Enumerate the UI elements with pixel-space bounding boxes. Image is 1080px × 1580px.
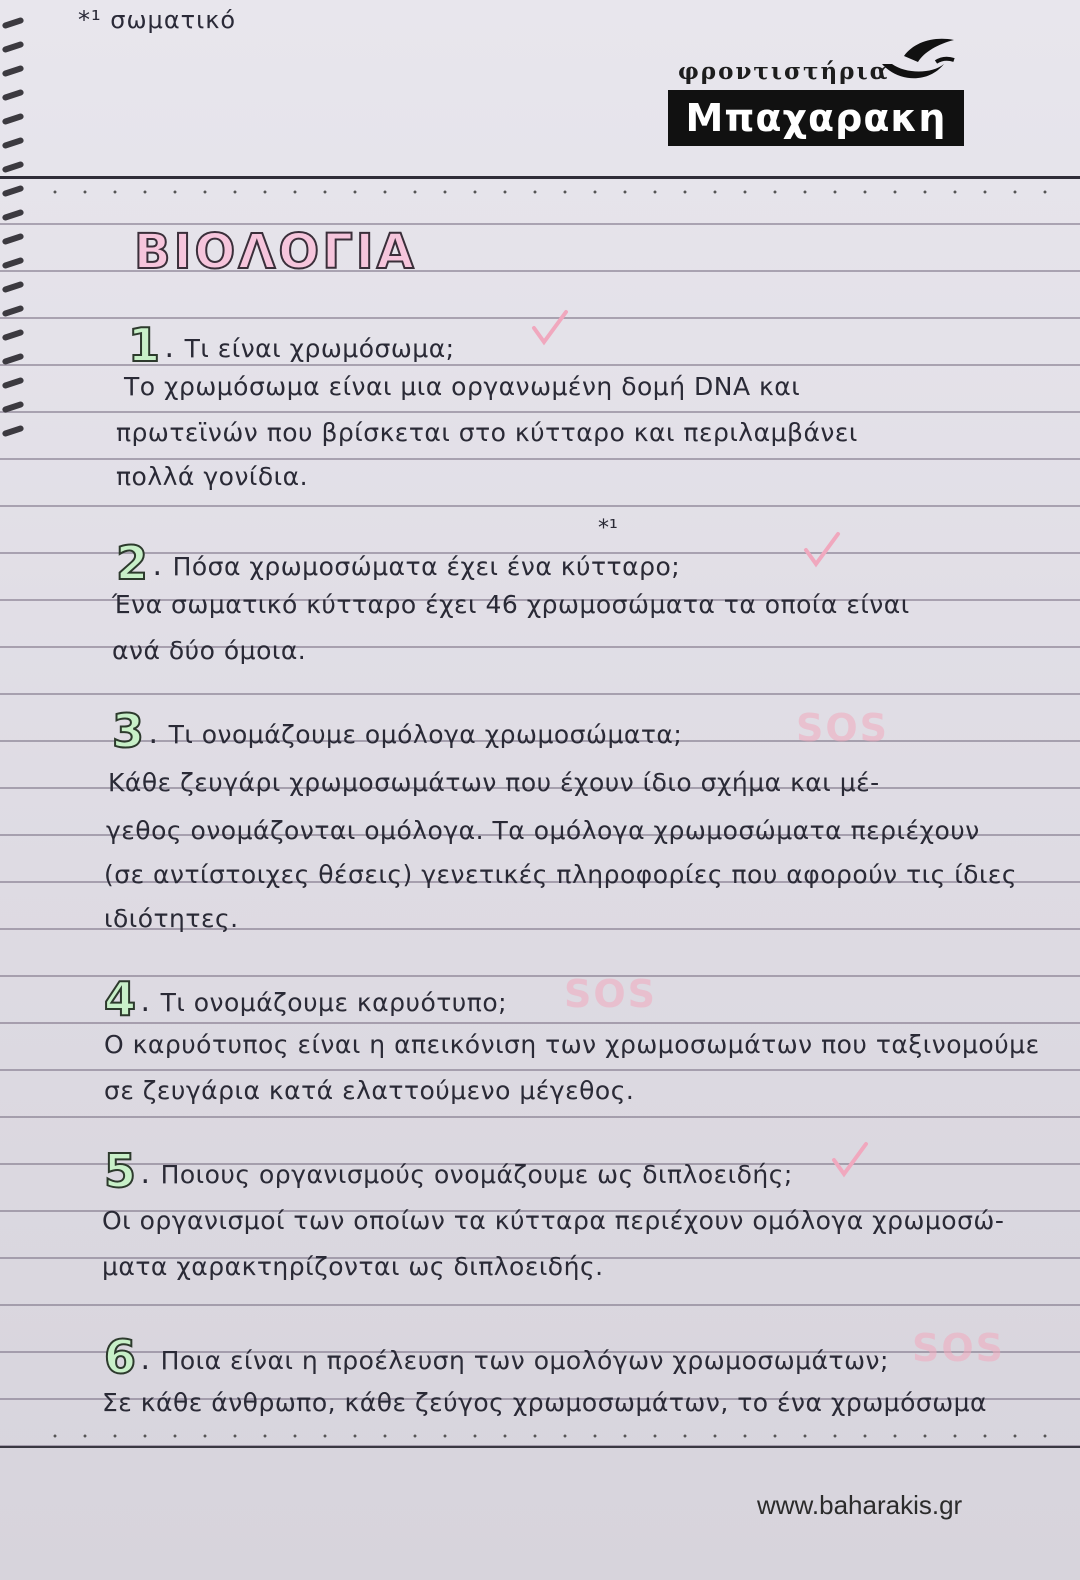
brand-logo (668, 30, 968, 150)
spiral-binding (0, 0, 30, 460)
sos-mark: SOS (796, 706, 890, 750)
question-text: Τι ονομάζουμε καρυότυπο; (160, 988, 508, 1017)
question-number: 2 (116, 536, 149, 590)
answer-3-line-3: (σε αντίστοιχες θέσεις) γενετικές πληροφορίες που αφορούν τις ίδιες (104, 860, 1018, 889)
question-number: 1 (128, 318, 161, 372)
answer-1-line-1: Το χρωμόσωμα είναι μια οργανωμένη δομή DNA και (124, 372, 801, 401)
answer-2-line-2: ανά δύο όμοια. (112, 636, 307, 665)
question-3: 3 . Τι ονομάζουμε ομόλογα χρωμοσώματα; (112, 704, 683, 758)
logo-top-text: φροντιστήρια (678, 58, 890, 85)
website-url: www.baharakis.gr (757, 1490, 963, 1520)
answer-3-line-4: ιδιότητες. (104, 904, 239, 933)
question-number: 5 (104, 1144, 137, 1198)
question-text: Τι είναι χρωμόσωμα; (184, 334, 455, 363)
question-1: 1 . Τι είναι χρωμόσωμα; (128, 318, 455, 372)
footer-divider (0, 1446, 1080, 1448)
question-4: 4 . Τι ονομάζουμε καρυότυπο; (104, 972, 508, 1026)
page-title: ΒΙΟΛΟΓΙΑ (134, 224, 417, 280)
answer-3-line-2: γεθος ονομάζονται ομόλογα. Τα ομόλογα χρωμοσώματα περιέχουν (106, 816, 980, 845)
question-5: 5 . Ποιους οργανισμούς ονομάζουμε ως διπλοειδής; (104, 1144, 793, 1198)
question-number: 3 (112, 704, 145, 758)
answer-1-line-3: πολλά γονίδια. (116, 462, 309, 491)
question-number: 6 (104, 1330, 137, 1384)
check-mark-icon (530, 308, 570, 348)
answer-6-line-1: Σε κάθε άνθρωπο, κάθε ζεύγος χρωμοσωμάτων, το ένα χρωμόσωμα (102, 1388, 988, 1417)
answer-5-line-1: Οι οργανισμοί των οποίων τα κύτταρα περιέχουν ομόλογα χρωμοσώ- (102, 1206, 1005, 1235)
dotted-line-bottom (40, 1434, 1070, 1438)
sos-mark: SOS (912, 1326, 1006, 1370)
question-number: 4 (104, 972, 137, 1026)
answer-4-line-2: σε ζευγάρια κατά ελαττούμενο μέγεθος. (104, 1076, 635, 1105)
logo-main-text: Μπαχαρακη (668, 90, 964, 146)
question-text: Ποια είναι η προέλευση των ομολόγων χρωμοσωμάτων; (160, 1346, 889, 1375)
question-text: Πόσα χρωμοσώματα έχει ένα κύτταρο; (172, 552, 681, 581)
footnote-marker: *¹ (598, 516, 618, 541)
sos-mark: SOS (564, 972, 658, 1016)
bird-icon (878, 34, 958, 90)
question-6: 6 . Ποια είναι η προέλευση των ομολόγων χρωμοσωμάτων; (104, 1330, 889, 1384)
corner-footnote: *¹ σωματικό (78, 6, 237, 34)
check-mark-icon (802, 530, 842, 570)
question-text: Τι ονομάζουμε ομόλογα χρωμοσώματα; (168, 720, 683, 749)
answer-4-line-1: Ο καρυότυπος είναι η απεικόνιση των χρωμοσωμάτων που ταξινομούμε (104, 1030, 1040, 1059)
answer-3-line-1: Κάθε ζευγάρι χρωμοσωμάτων που έχουν ίδιο σχήμα και μέ- (108, 768, 880, 797)
answer-5-line-2: ματα χαρακτηρίζονται ως διπλοειδής. (102, 1252, 604, 1281)
header-divider (0, 176, 1080, 179)
question-text: Ποιους οργανισμούς ονομάζουμε ως διπλοειδής; (160, 1160, 793, 1189)
question-2: 2 . Πόσα χρωμοσώματα έχει ένα κύτταρο; (116, 536, 681, 590)
answer-1-line-2: πρωτεϊνών που βρίσκεται στο κύτταρο και περιλαμβάνει (116, 418, 858, 447)
dotted-line-top (40, 190, 1070, 194)
answer-2-line-1: Ένα σωματικό κύτταρο έχει 46 χρωμοσώματα τα οποία είναι (112, 590, 910, 619)
check-mark-icon (830, 1140, 870, 1180)
